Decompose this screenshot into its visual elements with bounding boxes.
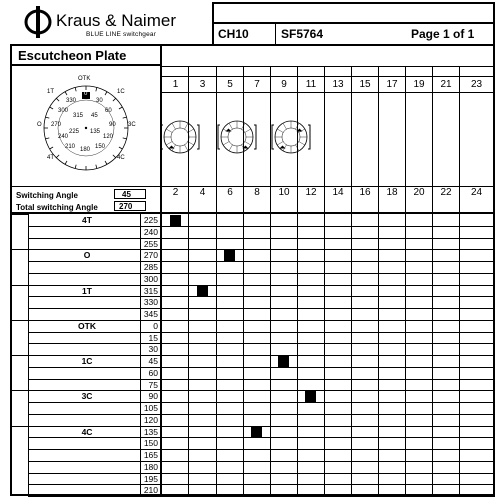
dial-label-45: 45 [91, 113, 98, 119]
top-contact-19: 19 [413, 79, 425, 90]
row-angle: 300 [143, 273, 158, 284]
page-label: Page 1 of 1 [411, 27, 475, 41]
top-contact-15: 15 [359, 79, 371, 90]
row-angle: 270 [143, 250, 158, 261]
top-contact-9: 9 [281, 79, 287, 90]
contact-closed-mark [197, 285, 208, 296]
row-angle: 195 [143, 473, 158, 484]
bottom-contact-16: 16 [359, 187, 371, 198]
brand-logo [20, 4, 56, 40]
row-angle: 255 [143, 238, 158, 249]
dial-label-120: 120 [103, 134, 114, 140]
row-angle: 0 [153, 320, 158, 331]
row-angle: 330 [143, 297, 158, 308]
dial-pos-4c: 4C [117, 155, 125, 161]
row-angle: 210 [143, 485, 158, 496]
top-contact-5: 5 [227, 79, 233, 90]
total-angle-value: 270 [119, 202, 133, 211]
dial-pos-otk: OTK [78, 76, 91, 82]
contact-closed-mark [251, 426, 262, 437]
dial-pos-1c: 1C [117, 89, 125, 95]
dial-label-150: 150 [95, 144, 106, 150]
bottom-contact-20: 20 [413, 187, 425, 198]
model-label: CH10 [218, 27, 249, 41]
row-position: 1C [81, 356, 93, 366]
row-angle: 150 [143, 438, 158, 449]
row-angle: 45 [148, 356, 158, 366]
brand-name: Kraus & Naimer [56, 11, 176, 30]
row-angle: 75 [148, 379, 158, 390]
contact-closed-mark [305, 391, 316, 402]
dial-label-135: 135 [90, 129, 101, 135]
dial-label-300: 300 [58, 108, 69, 114]
row-angle: 315 [143, 285, 158, 296]
bottom-contact-18: 18 [386, 187, 398, 198]
dial-label-330: 330 [66, 98, 77, 104]
row-angle: 90 [148, 391, 158, 402]
row-angle: 105 [143, 403, 158, 413]
section-title: Escutcheon Plate [18, 48, 127, 63]
top-contact-11: 11 [305, 79, 317, 90]
dial-label-240: 240 [58, 134, 69, 140]
row-position: 3C [81, 391, 93, 402]
contact-closed-mark [224, 250, 235, 261]
bottom-contact-14: 14 [332, 187, 344, 198]
bottom-contact-4: 4 [199, 187, 206, 198]
row-position: OTK [78, 320, 96, 331]
row-angle: 240 [143, 226, 158, 237]
dial-pos-3c: 3C [128, 122, 136, 128]
row-angle: 345 [143, 309, 158, 319]
row-angle: 135 [143, 426, 158, 437]
dial-label-90: 90 [109, 122, 116, 128]
row-angle: 285 [143, 262, 158, 272]
contact-diagram-icon [272, 121, 310, 153]
total-angle-label: Total switching Angle [16, 203, 98, 212]
contact-diagram-icon [218, 121, 256, 153]
row-position: 4T [82, 215, 92, 225]
top-contact-7: 7 [254, 79, 260, 90]
contact-diagram-icon [161, 121, 199, 153]
dial-label-180: 180 [80, 147, 91, 153]
row-angle: 225 [143, 215, 158, 225]
dial-label-0: 0 [84, 91, 88, 97]
row-angle: 180 [143, 461, 158, 472]
contact-closed-mark [278, 356, 289, 367]
brand-subtitle: BLUE LINE switchgear [86, 31, 157, 38]
top-contact-13: 13 [332, 79, 344, 90]
contact-closed-mark [170, 215, 181, 226]
top-contact-1: 1 [172, 79, 179, 90]
row-position: 4C [81, 426, 93, 437]
escutcheon-dial [12, 68, 160, 186]
kraus-naimer-logo-icon [20, 4, 56, 40]
top-contact-21: 21 [440, 79, 452, 90]
row-angle: 60 [148, 367, 158, 378]
dial-label-315: 315 [73, 113, 84, 119]
row-angle: 165 [143, 450, 158, 460]
dial-label-270: 270 [51, 122, 62, 128]
top-contact-23: 23 [470, 79, 483, 90]
code-label: SF5764 [281, 27, 324, 41]
contact-diagrams [160, 112, 320, 162]
bottom-contact-8: 8 [254, 187, 260, 198]
row-angle: 30 [148, 344, 158, 355]
dial-label-225: 225 [69, 129, 80, 135]
dial-label-210: 210 [65, 144, 76, 150]
dial-pos-1t: 1T [47, 89, 55, 95]
bottom-contact-2: 2 [172, 187, 179, 198]
row-angle: 15 [148, 332, 158, 343]
row-position: 1T [82, 285, 92, 296]
top-contact-3: 3 [199, 79, 206, 90]
top-contact-17: 17 [386, 79, 398, 90]
row-angle: 120 [143, 414, 158, 425]
dial-pos-o: O [37, 122, 42, 128]
bottom-contact-24: 24 [470, 187, 483, 198]
bottom-contact-10: 10 [278, 187, 290, 198]
switching-angle-value: 45 [122, 190, 131, 199]
bottom-contact-22: 22 [440, 187, 452, 198]
dial-label-60: 60 [105, 108, 112, 114]
bottom-contact-12: 12 [305, 187, 317, 198]
row-position: O [83, 250, 91, 261]
dial-pos-4t: 4T [47, 155, 55, 161]
bottom-contact-6: 6 [227, 187, 233, 198]
switching-angle-label: Switching Angle [16, 191, 78, 200]
dial-label-30: 30 [96, 98, 103, 104]
